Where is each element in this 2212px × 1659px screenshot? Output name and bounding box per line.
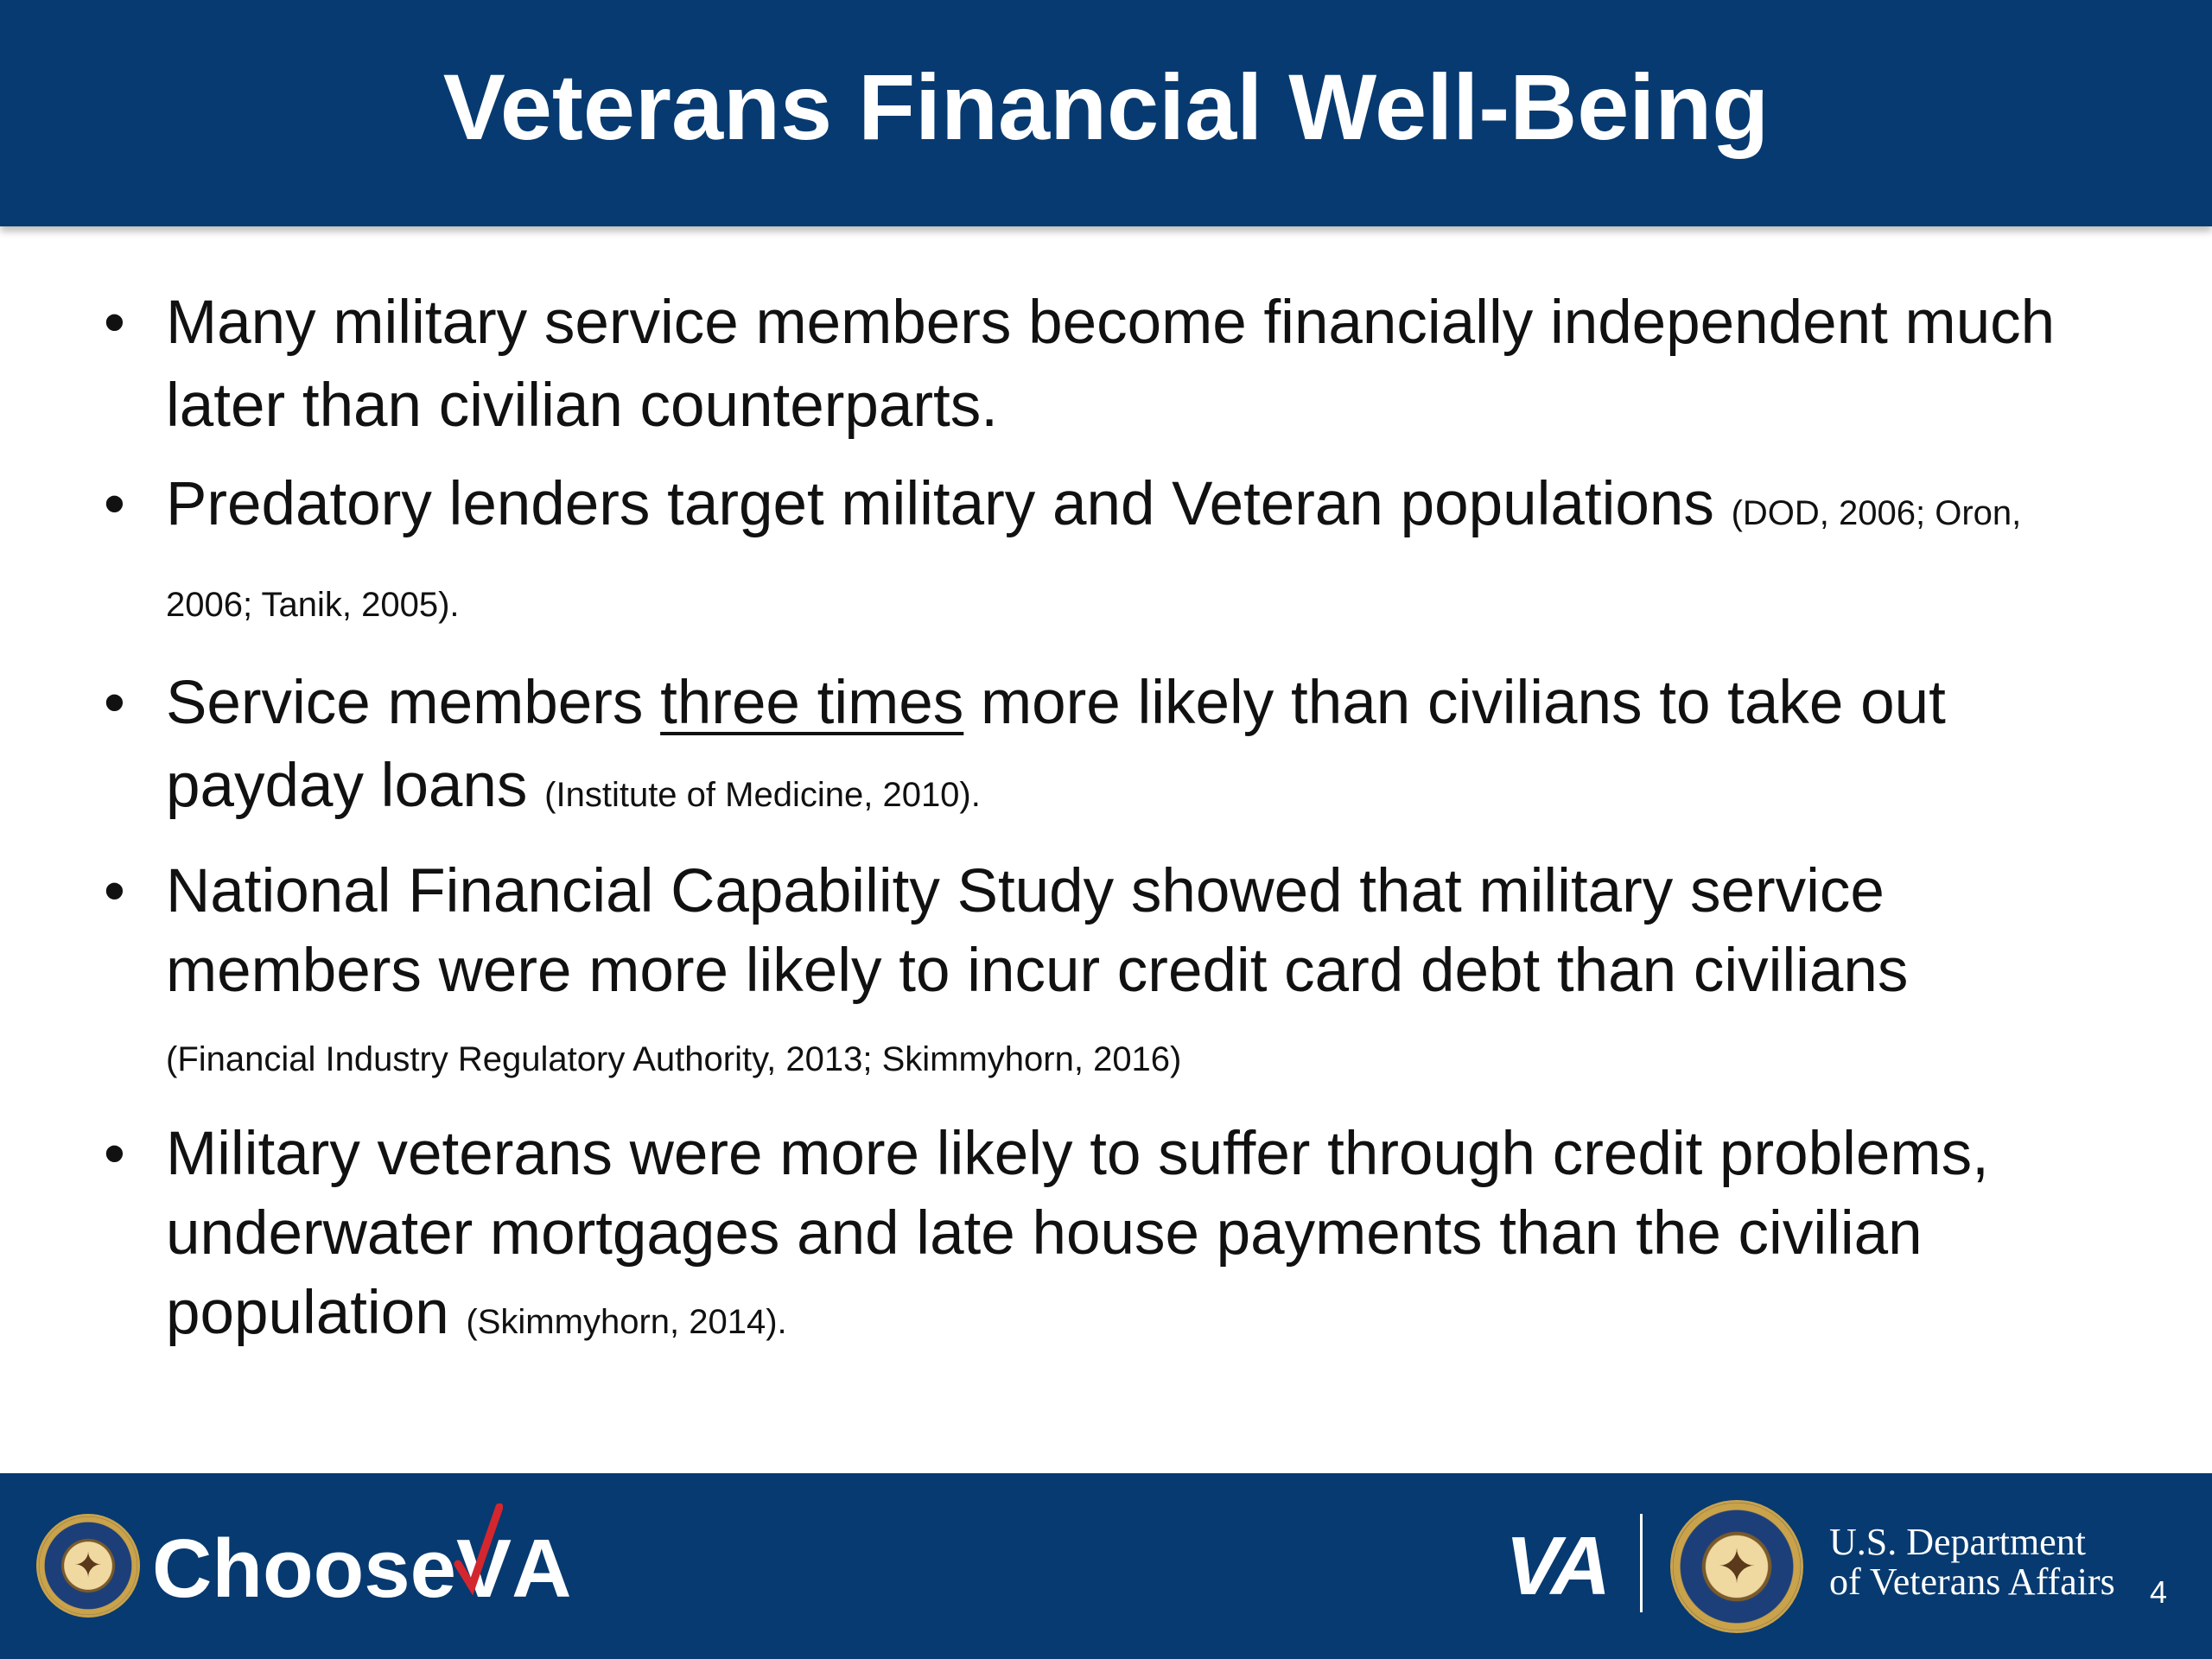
department-line-2: of Veterans Affairs [1829,1560,2115,1603]
department-line-1: U.S. Department [1829,1521,2086,1563]
bullet-dot: • [104,1120,125,1188]
bullet-item [100,282,2070,448]
logo-divider [1640,1514,1643,1612]
bullet-dot: • [104,289,125,357]
citation: (Financial Industry Regulatory Authority, 2013; Skimmyhorn, 2016) [166,1040,1182,1078]
va-seal-icon: ✦ [36,1514,140,1618]
citation: (Skimmyhorn, 2014). [466,1303,787,1341]
bullet-text: National Financial Capability Study showed that military service members were more likely to incur credit card debt than civilians [166,857,1909,1005]
bullet-item [100,662,2070,836]
bullet-text-post: more likely than civilians to take out payday loans [166,669,1946,820]
bullet-text: Military veterans were more likely to suffer through credit problems, underwater mortgages and late house payments than the civilian population [166,1120,1989,1347]
bullet-item [100,852,2070,1099]
citation: (DOD, 2006; Oron, 2006; Tanik, 2005). [166,494,2022,624]
choose-logo-suffix: A [512,1522,572,1615]
bullet-text: Many military service members become financially independent much later than civilian counterparts. [166,289,2056,440]
department-name [1829,1522,2115,1602]
choose-logo-v-letter: V [456,1522,512,1615]
bullet-dot: • [104,857,125,925]
checkmark-icon [451,1503,503,1599]
choose-logo-prefix: Choose [152,1522,457,1615]
choose-logo-v [456,1522,512,1615]
bullet-dot: • [104,470,125,538]
bullet-item [100,1115,2070,1362]
citation: (Institute of Medicine, 2010). [544,776,981,814]
slide-title: Veterans Financial Well-Being [442,54,1770,159]
page-number: 4 [2150,1574,2168,1610]
choose-va-logo [152,1507,572,1615]
bullet-dot: • [104,669,125,737]
title-bar [0,0,2212,226]
bullet-list [100,282,2070,1377]
emphasis-text: three times [660,669,964,737]
bullet-item [100,463,2070,646]
dept-seal-icon: ✦ [1670,1500,1803,1633]
bullet-text-pre: Service members [166,669,661,737]
bullet-text: Predatory lenders target military and Veteran populations [166,470,1714,538]
va-wordmark: VA [1505,1520,1608,1612]
